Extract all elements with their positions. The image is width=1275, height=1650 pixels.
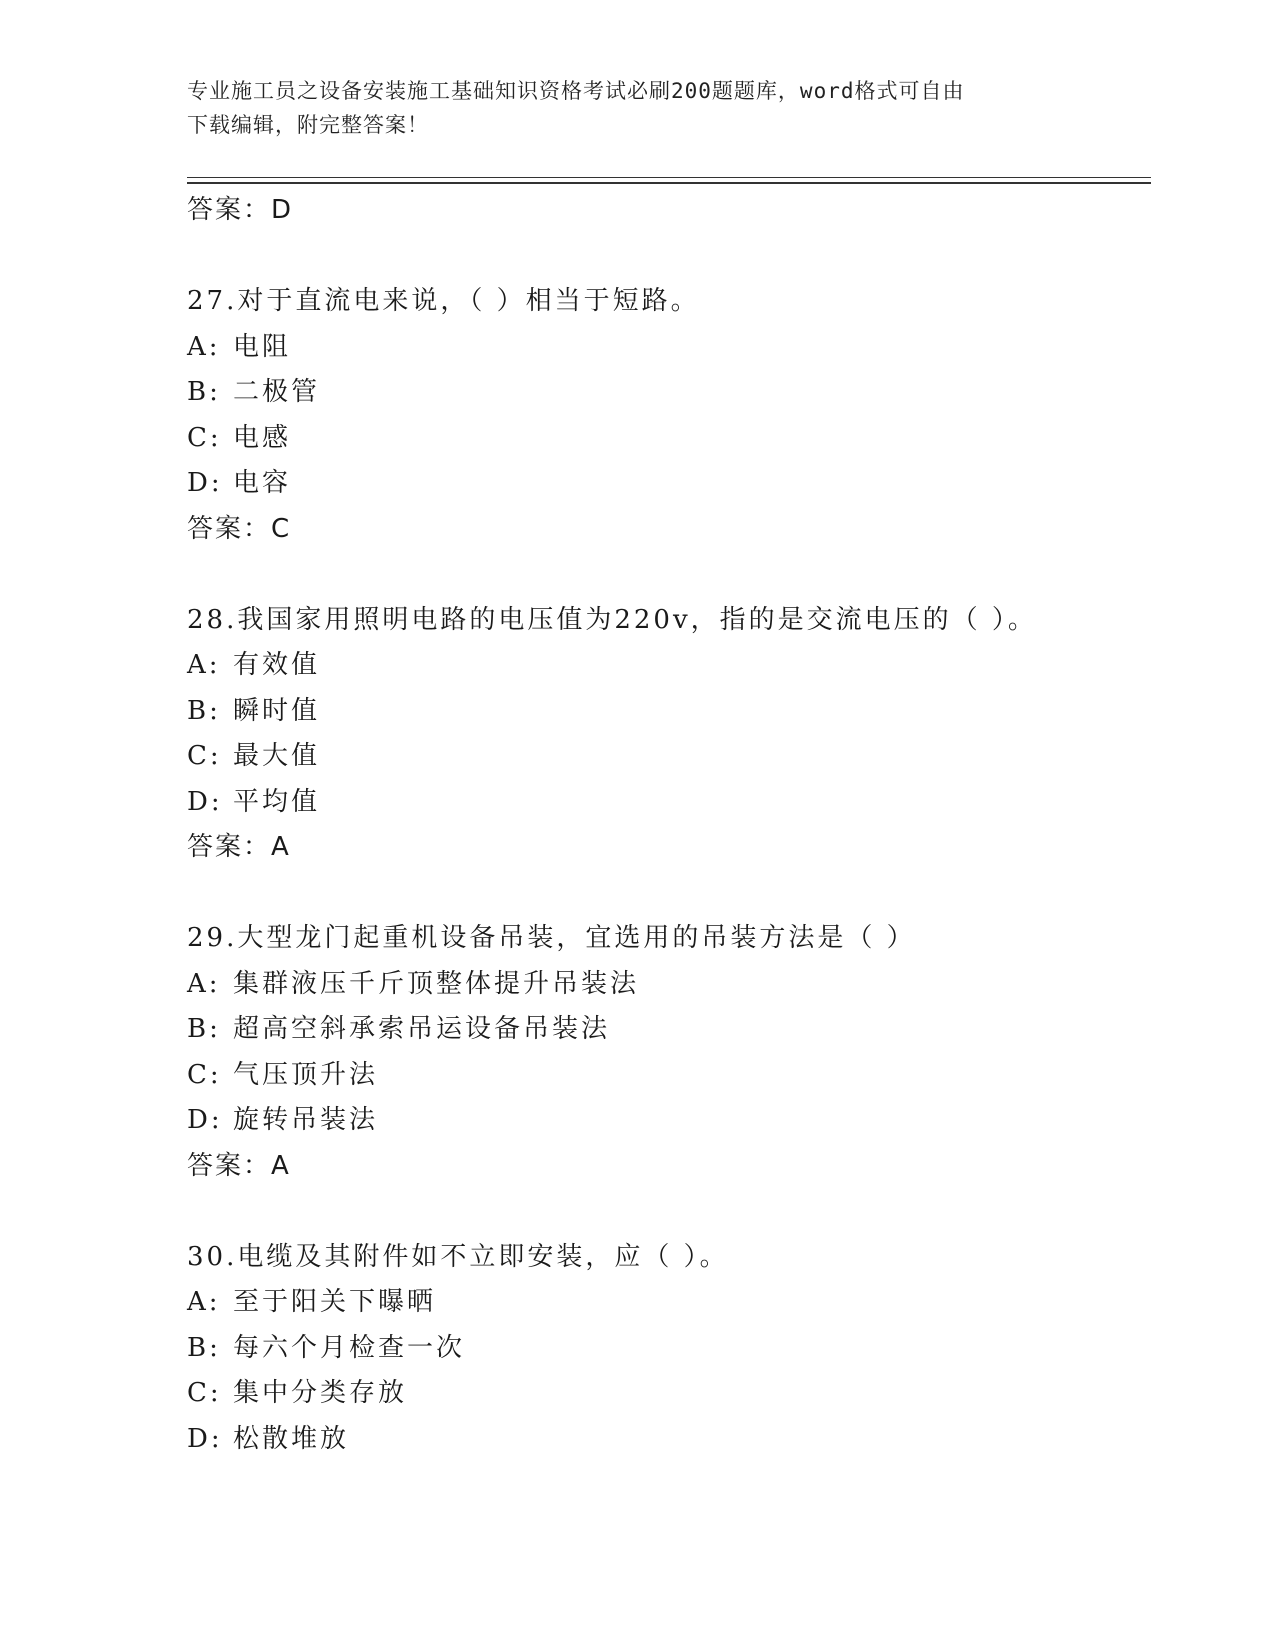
option-letter: A: xyxy=(187,968,221,999)
option-text: 旋转吊装法 xyxy=(233,1105,379,1135)
question-28-option-a xyxy=(187,643,1167,689)
spacer xyxy=(187,234,1167,280)
header-line-2: 下载编辑，附完整答案！ xyxy=(187,113,429,137)
question-28-option-b xyxy=(187,689,1167,735)
option-letter: C: xyxy=(187,1059,222,1090)
question-27-stem: 27.对于直流电来说，（ ）相当于短路。 xyxy=(187,286,700,316)
spacer xyxy=(187,1189,1167,1235)
option-text: 电阻 xyxy=(233,331,292,362)
option-letter: C: xyxy=(187,741,222,771)
header-divider-thin xyxy=(187,177,1151,178)
question-27-option-d xyxy=(187,461,1167,507)
option-letter: D: xyxy=(187,468,223,498)
option-letter: D: xyxy=(187,786,223,817)
option-letter: A: xyxy=(187,1287,221,1317)
question-27-option-b xyxy=(187,370,1167,416)
question-29-option-c xyxy=(187,1053,1167,1099)
option-letter: C: xyxy=(187,1378,222,1408)
question-30-stem: 30.电缆及其附件如不立即安装，应（ ）。 xyxy=(187,1241,729,1272)
option-letter: B: xyxy=(187,377,221,407)
question-30-option-c xyxy=(187,1371,1167,1417)
option-text: 每六个月检查一次 xyxy=(233,1332,466,1363)
question-27-answer: 答案：C xyxy=(187,513,292,544)
option-text: 气压顶升法 xyxy=(233,1059,379,1090)
spacer xyxy=(187,871,1167,917)
document-header xyxy=(187,74,1067,142)
question-30-option-d xyxy=(187,1417,1167,1463)
option-text: 至于阳关下曝晒 xyxy=(233,1287,437,1317)
option-letter: A: xyxy=(187,331,221,362)
option-text: 有效值 xyxy=(233,650,321,680)
option-letter: A: xyxy=(187,650,221,680)
option-text: 松散堆放 xyxy=(233,1423,350,1454)
question-27-option-a xyxy=(187,325,1167,371)
option-text: 平均值 xyxy=(233,786,321,817)
option-letter: B: xyxy=(187,1332,221,1363)
header-divider-thick xyxy=(187,182,1151,184)
question-list xyxy=(187,188,1167,1462)
option-text: 二极管 xyxy=(233,377,321,407)
question-30-option-b xyxy=(187,1326,1167,1372)
option-letter: C: xyxy=(187,422,222,453)
previous-answer: 答案：D xyxy=(187,195,294,225)
question-29-option-d xyxy=(187,1098,1167,1144)
option-text: 电感 xyxy=(233,422,292,453)
question-27-option-c xyxy=(187,416,1167,462)
option-text: 最大值 xyxy=(233,741,321,771)
question-29-answer: 答案：A xyxy=(187,1150,291,1181)
option-letter: B: xyxy=(187,695,221,726)
question-28-answer: 答案：A xyxy=(187,832,291,862)
option-text: 超高空斜承索吊运设备吊装法 xyxy=(233,1014,611,1044)
option-letter: B: xyxy=(187,1014,221,1044)
question-28-stem: 28.我国家用照明电路的电压值为220v，指的是交流电压的（ ）。 xyxy=(187,604,1037,635)
spacer xyxy=(187,552,1167,598)
question-28-option-d xyxy=(187,780,1167,826)
question-29-option-b xyxy=(187,1007,1167,1053)
option-text: 集群液压千斤顶整体提升吊装法 xyxy=(233,968,640,999)
question-30-option-a xyxy=(187,1280,1167,1326)
header-line-1: 专业施工员之设备安装施工基础知识资格考试必刷200题题库，word格式可自由 xyxy=(187,79,965,103)
option-text: 集中分类存放 xyxy=(233,1378,408,1408)
option-letter: D: xyxy=(187,1423,223,1454)
question-29-stem: 29.大型龙门起重机设备吊装，宜选用的吊装方法是（ ） xyxy=(187,923,916,953)
question-29-option-a xyxy=(187,962,1167,1008)
option-letter: D: xyxy=(187,1105,223,1135)
option-text: 电容 xyxy=(233,468,292,498)
option-text: 瞬时值 xyxy=(233,695,321,726)
question-28-option-c xyxy=(187,734,1167,780)
